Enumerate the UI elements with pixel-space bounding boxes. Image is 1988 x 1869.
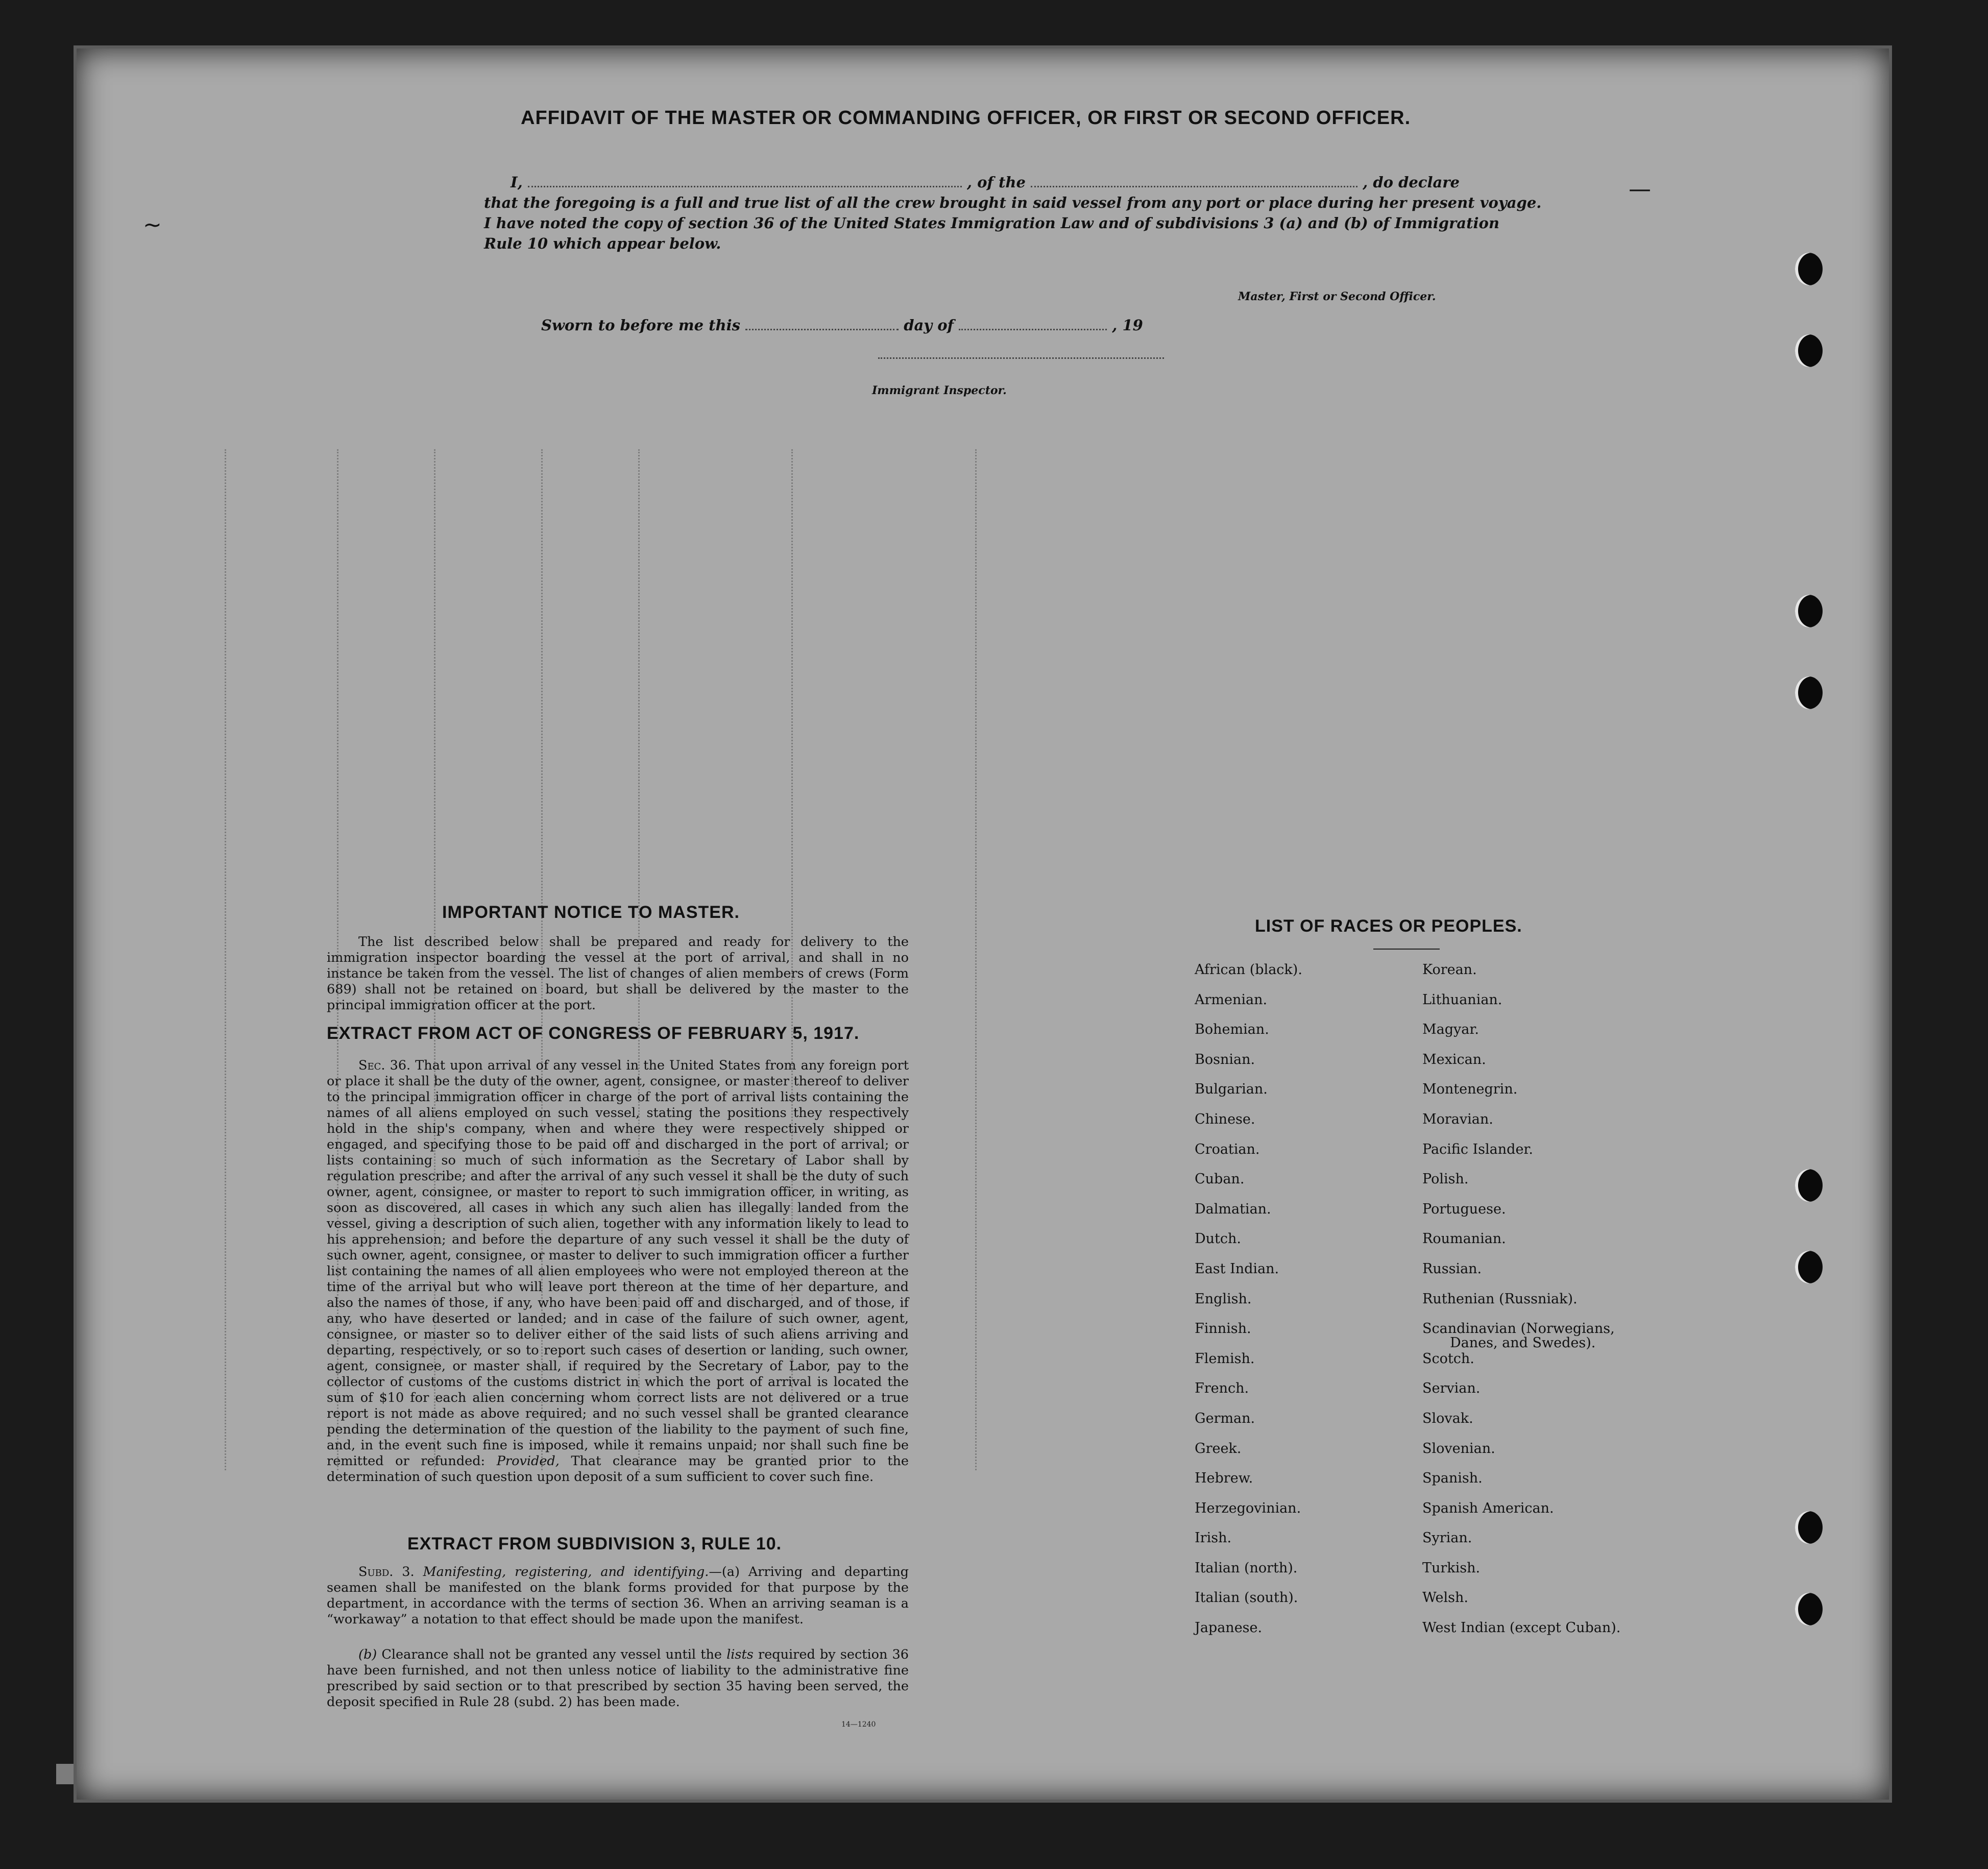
master-name-blank[interactable] (528, 186, 962, 187)
race-item: Russian. (1422, 1260, 1482, 1277)
extract-act-title: EXTRACT FROM ACT OF CONGRESS OF FEBRUARY 5, 1917. (327, 1024, 860, 1043)
binder-hole (1795, 1593, 1823, 1625)
affidavit-i-label: I, (511, 174, 523, 191)
affidavit-of-the-label: , of the (966, 174, 1026, 191)
section-36-body: That upon arrival of any vessel in the United States from any foreign port or place it shall be the duty of the owner, agent, consignee, or master thereof to deliver to the principal immigration officer in charge of the port of arrival lists containing the names of all aliens employed on such vessel, stating the positions they respectively hold in the ship's company, when and where they were respectively shipped or engaged, and specifying those to be paid off and discharged in the port of arrival; or lists containing so much of such information as the Secretary of Labor shall by regulation prescribe; and after the arrival of any such vessel it shall be the duty of such owner, agent, consignee, or master to report to such immigration officer, in writing, as soon as discovered, all cases in which any such alien has illegally landed from the vessel, giving a description of such alien, together with any information likely to lead to his apprehension; and before the departure of any such vessel it shall be the duty of such owner, agent, consignee, or master to deliver to such immigration officer a further list containing the names of all alien employees who were not employed thereon at the time of the arrival but who will leave port thereon at the time of her departure, and also the names of those, if any, who have been paid off and discharged, and of those, if any, who have deserted or landed; and in case of the failure of such owner, agent, consignee, or master so to deliver either of the said lists of such aliens arriving and departing, respectively, or so to report such cases of desertion or landing, such owner, agent, consignee, or master shall, if required by the Secretary of Labor, pay to the collector of customs of the customs district in which the port of arrival is located the sum of $10 for each alien concerning whom correct lists are not delivered or a true report is not made as above required; and no such vessel shall be granted clearance pending the determination of the question of the liability to the payment of such fine, and, in the event such fine is imposed, while it remains unpaid; nor shall such fine be remitted or refunded: (327, 1058, 909, 1469)
race-item: Korean. (1422, 962, 1477, 978)
notice-text: The list described below shall be prepared and ready for delivery to the immigration inspector boarding the vessel at the port of arrival, and shall in no instance be taken from the vessel. The list of changes of alien members of crews (Form 689) shall not be retained on board, but shall be delivered by the master to the principal immigration officer at the port. (327, 934, 909, 1013)
subd-3-b-body-1: Clearance shall not be granted any vessel until the (381, 1647, 722, 1662)
race-item: Spanish American. (1422, 1500, 1554, 1516)
race-item: Magyar. (1422, 1022, 1479, 1038)
subdivision-3-b-text (327, 1647, 909, 1710)
race-item-scandinavian (1422, 1319, 1620, 1349)
affidavit-line-4: Rule 10 which appear below. (484, 235, 721, 252)
races-list-left (1195, 960, 1302, 1648)
sworn-day-blank[interactable] (745, 329, 899, 330)
race-item: Finnish. (1195, 1321, 1251, 1337)
race-item: Ruthenian (Russniak). (1422, 1291, 1578, 1307)
extract-rule-title: EXTRACT FROM SUBDIVISION 3, RULE 10. (407, 1534, 782, 1554)
binder-hole (1795, 1169, 1823, 1202)
race-item: Croatian. (1195, 1141, 1260, 1157)
handwritten-mark: ~ (143, 212, 162, 238)
race-item: Portuguese. (1422, 1201, 1506, 1217)
binder-hole (1795, 1251, 1823, 1283)
form-number: 14—1240 (841, 1720, 876, 1729)
race-item: Bohemian. (1195, 1022, 1269, 1038)
race-item-scandinavian-line2: Danes, and Swedes). (1450, 1335, 1596, 1351)
race-item: Bulgarian. (1195, 1081, 1268, 1098)
race-item: French. (1195, 1380, 1249, 1397)
binder-hole (1795, 253, 1823, 285)
race-item: Italian (north). (1195, 1560, 1298, 1576)
section-36-label: Sec. 36. (358, 1058, 411, 1073)
race-item: Dutch. (1195, 1231, 1241, 1247)
year-prefix-label: , 19 (1112, 317, 1143, 334)
inspector-signature-label: Immigrant Inspector. (872, 384, 1007, 397)
races-list-right (1422, 960, 1620, 1648)
race-item: Italian (south). (1195, 1590, 1298, 1606)
race-item: Mexican. (1422, 1051, 1486, 1067)
race-item: Lithuanian. (1422, 991, 1502, 1008)
subd-3-b-marker: (b) (358, 1647, 377, 1662)
inspector-signature-blank[interactable] (878, 357, 1164, 359)
ghost-column-line (225, 449, 226, 1470)
race-item: Irish. (1195, 1530, 1232, 1546)
race-item: Roumanian. (1422, 1231, 1506, 1247)
race-item: Japanese. (1195, 1620, 1263, 1636)
binder-hole (1795, 334, 1823, 367)
affidavit-line-3: I have noted the copy of section 36 of the United States Immigration Law and of subdivisions 3 (a) and (b) of Immigration (484, 214, 1499, 232)
subd-3-heading: Manifesting, registering, and identifying. (423, 1564, 709, 1580)
race-item: Syrian. (1422, 1530, 1472, 1546)
sworn-label: Sworn to before me this (541, 317, 740, 334)
race-item: Polish. (1422, 1171, 1469, 1187)
binder-hole (1795, 1511, 1823, 1544)
handwritten-mark: — (1629, 176, 1651, 202)
race-item: Dalmatian. (1195, 1201, 1271, 1217)
races-title-underline (1373, 949, 1440, 950)
subd-3-b-lists: lists (726, 1647, 754, 1662)
race-item: Flemish. (1195, 1350, 1255, 1367)
day-of-label: day of (904, 317, 954, 334)
subdivision-3-a-text (327, 1564, 909, 1628)
race-item: Herzegovinian. (1195, 1500, 1301, 1516)
race-item: Hebrew. (1195, 1470, 1253, 1487)
provided-word: Provided, (496, 1453, 560, 1469)
race-item: Slovenian. (1422, 1440, 1495, 1457)
race-item: Greek. (1195, 1440, 1242, 1457)
race-item: Bosnian. (1195, 1051, 1255, 1067)
ghost-column-line (975, 449, 977, 1470)
race-item: West Indian (except Cuban). (1422, 1620, 1621, 1636)
affidavit-declaration-line (511, 174, 1460, 191)
race-item: Moravian. (1422, 1111, 1493, 1127)
race-item: German. (1195, 1410, 1255, 1426)
race-item: Montenegrin. (1422, 1081, 1518, 1098)
race-item: Welsh. (1422, 1590, 1468, 1606)
race-item: Armenian. (1195, 991, 1268, 1008)
binder-hole (1795, 595, 1823, 627)
subd-3-label: Subd. 3. (358, 1564, 415, 1580)
subd-3-b-body-2: required by section 36 have been furnished, and not then unless notice of liability to the administrative fine prescribed by said section or to that prescribed by section 35 having been served, the deposit specified in Rule 28 (subd. 2) has been made. (327, 1647, 909, 1710)
vessel-name-blank[interactable] (1031, 186, 1357, 187)
master-signature-label: Master, First or Second Officer. (1238, 290, 1436, 303)
race-item: Chinese. (1195, 1111, 1255, 1127)
race-item: Servian. (1422, 1380, 1481, 1397)
race-item-scandinavian-line1: Scandinavian (Norwegians, (1422, 1321, 1615, 1337)
races-list-title: LIST OF RACES OR PEOPLES. (1255, 916, 1522, 936)
subd-3-a-body: —(a) Arriving and departing seamen shall be manifested on the blank forms provided for that purpose by the department, in accordance with the terms of section 36. When an arriving seaman is a “workaway” a notation to that effect should be made upon the manifest. (327, 1564, 909, 1627)
binder-hole (1795, 676, 1823, 709)
section-36-end: That clearance may be granted prior to the determination of such question upon deposit of a sum sufficient to cover such fine. (327, 1453, 909, 1485)
race-item: Cuban. (1195, 1171, 1245, 1187)
affidavit-title: AFFIDAVIT OF THE MASTER OR COMMANDING OFFICER, OR FIRST OR SECOND OFFICER. (521, 107, 1411, 129)
extract-act-text (327, 1058, 909, 1485)
race-item: Pacific Islander. (1422, 1141, 1533, 1157)
sworn-line (541, 317, 1143, 334)
race-item: Turkish. (1422, 1560, 1481, 1576)
race-item: Scotch. (1422, 1350, 1474, 1367)
affidavit-line-2: that the foregoing is a full and true list of all the crew brought in said vessel from any port or place during her present voyage. (484, 194, 1542, 211)
race-item: East Indian. (1195, 1260, 1279, 1277)
race-item: Slovak. (1422, 1410, 1473, 1426)
affidavit-do-declare-label: , do declare (1363, 174, 1460, 191)
race-item: Spanish. (1422, 1470, 1483, 1487)
notice-title: IMPORTANT NOTICE TO MASTER. (442, 903, 740, 922)
sworn-month-blank[interactable] (959, 329, 1107, 330)
race-item: English. (1195, 1291, 1252, 1307)
race-item: African (black). (1195, 962, 1302, 978)
